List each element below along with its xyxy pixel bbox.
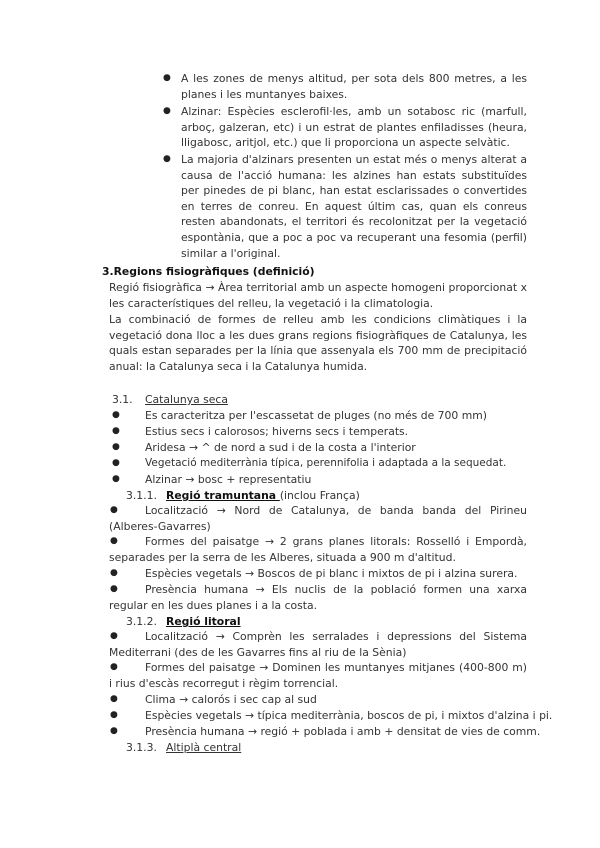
tramuntana-human: Presència humana → Els nuclis de la població formen una xarxa regular en les dues planes i a la costa. bbox=[109, 583, 527, 612]
subsection-3-1-2-title: Regió litoral bbox=[166, 615, 241, 628]
list-item: Alzinar → bosc + representatiu bbox=[145, 473, 312, 486]
list-item: Aridesa → ^ de nord a sud i de la costa a l'interior bbox=[145, 441, 416, 454]
tramuntana-vegetation: Espècies vegetals → Boscos de pi blanc i mixtos de pi i alzina surera. bbox=[145, 567, 518, 580]
litoral-human: Presència humana → regió + poblada i amb + densitat de vies de comm. bbox=[145, 725, 541, 738]
subsection-3-1-1-number: 3.1.1. bbox=[126, 489, 157, 502]
bullet-dot: ● bbox=[110, 505, 118, 515]
tramuntana-location: Localització → Nord de Catalunya, de banda banda del Pirineu (Alberes-Gavarres) bbox=[109, 504, 527, 533]
bullet-dot: ● bbox=[110, 710, 118, 720]
intro-bullet-1: A les zones de menys altitud, per sota dels 800 metres, a les planes i les muntanyes baixes. bbox=[181, 72, 527, 101]
bullet-dot: ● bbox=[112, 458, 120, 468]
litoral-landscape: Formes del paisatge → Dominen les muntanyes mitjanes (400-800 m) i rius d'escàs recorregut i règim torrencial. bbox=[109, 661, 527, 690]
litoral-location: Localització → Comprèn les serralades i depressions del Sistema Mediterrani (des de les Gavarres fins al riu de la Sènia) bbox=[109, 630, 527, 659]
litoral-vegetation: Espècies vegetals → típica mediterrània, boscos de pi, i mixtos d'alzina i pi. bbox=[145, 709, 553, 722]
tramuntana-landscape: Formes del paisatge → 2 grans planes litorals: Rosselló i Empordà, separades per la serra de les Alberes, situada a 900 m d'altitud. bbox=[109, 535, 527, 564]
section-3-heading: 3.Regions fisiogràfiques (definició) bbox=[102, 265, 315, 278]
subsection-3-1-1-note: (inclou França) bbox=[279, 489, 360, 502]
subsection-3-1-3-number: 3.1.3. bbox=[126, 741, 157, 754]
bullet-dot: ● bbox=[112, 426, 120, 436]
bullet-dot: ● bbox=[112, 410, 120, 420]
litoral-climate: Clima → calorós i sec cap al sud bbox=[145, 693, 317, 706]
subsection-3-1-title: Catalunya seca bbox=[145, 393, 228, 406]
subsection-3-1-3-title: Altiplà central bbox=[166, 741, 242, 754]
bullet-dot: ● bbox=[112, 474, 120, 484]
bullet-dot: ● bbox=[110, 726, 118, 736]
subsection-3-1-1-title: Regió tramuntana bbox=[166, 489, 280, 502]
bullet-dot: ● bbox=[163, 106, 171, 116]
list-item: Estius secs i calorosos; hiverns secs i temperats. bbox=[145, 425, 409, 438]
section-3-definition: Regió fisiogràfica → Àrea territorial amb un aspecte homogeni proporcionat x les característiques del relleu, la vegetació i la climatologia. bbox=[109, 281, 527, 310]
list-item: Vegetació mediterrània típica, perennifolia i adaptada a la sequedat. bbox=[145, 457, 507, 469]
bullet-dot: ● bbox=[112, 442, 120, 452]
subsection-3-1-1-heading bbox=[166, 488, 360, 504]
list-item: Es caracteritza per l'escassetat de pluges (no més de 700 mm) bbox=[145, 409, 487, 422]
subsection-3-1-2-number: 3.1.2. bbox=[126, 615, 157, 628]
intro-bullet-3: La majoria d'alzinars presenten un estat més o menys alterat a causa de l'acció humana: les alzines han estats substituïdes per pinedes de pi blanc, han estat esclarissades o convertides en terres de conreu. En aquest últim cas, quan els conreus resten abandonats, el territori és recolonitzat per la vegetació espontània, que a poc a poc va recuperant una fesomia (perfil) similar a l'original. bbox=[181, 153, 527, 260]
intro-bullet-2: Alzinar: Espècies esclerofil·les, amb un sotabosc ric (marfull, arboç, galzeran, etc) i un estrat de plantes enfiladisses (heura, lligabosc, aritjol, etc.) que li proporciona un aspecte selvàtic. bbox=[181, 105, 527, 150]
section-3-paragraph: La combinació de formes de relleu amb les condicions climàtiques i la vegetació dona lloc a les dues grans regions fisiogràfiques de Catalunya, les quals estan separades per la línia que assenyala els 700 mm de precipitació anual: la Catalunya seca i la Catalunya humida. bbox=[109, 313, 527, 373]
bullet-dot: ● bbox=[163, 73, 171, 83]
bullet-dot: ● bbox=[163, 154, 171, 164]
bullet-dot: ● bbox=[110, 584, 118, 594]
subsection-3-1-number: 3.1. bbox=[112, 393, 133, 406]
bullet-dot: ● bbox=[110, 536, 118, 546]
bullet-dot: ● bbox=[110, 631, 118, 641]
bullet-dot: ● bbox=[110, 568, 118, 578]
bullet-dot: ● bbox=[110, 694, 118, 704]
bullet-dot: ● bbox=[110, 662, 118, 672]
